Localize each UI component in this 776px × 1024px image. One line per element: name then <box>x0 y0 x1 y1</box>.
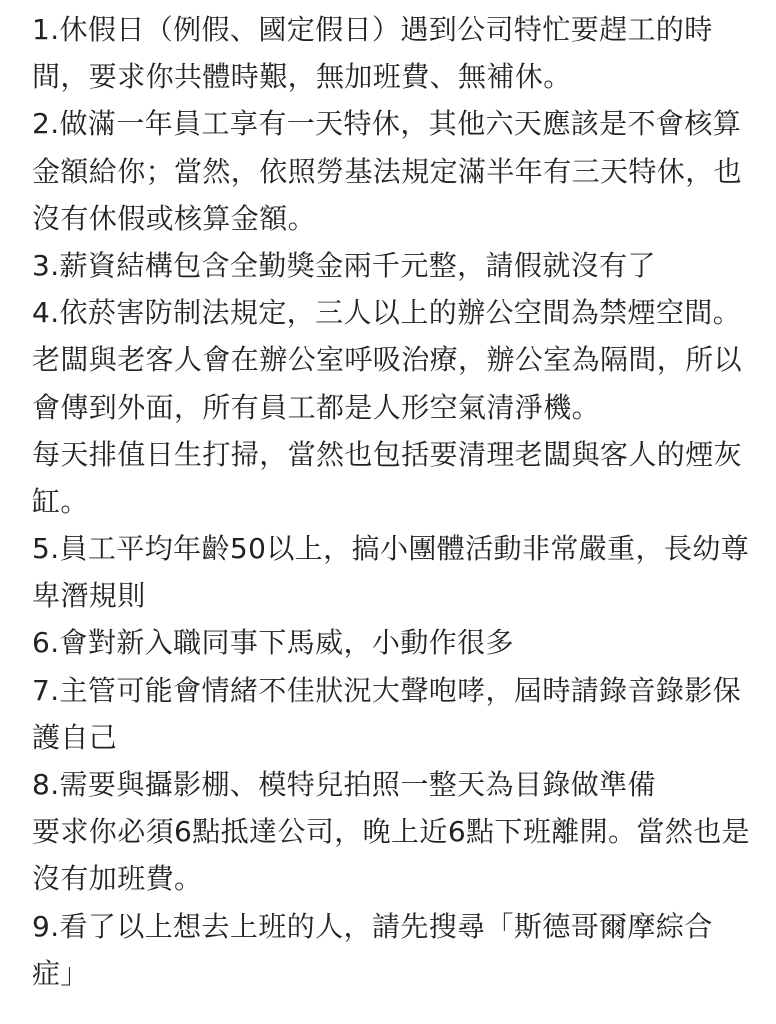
text-line: 2.做滿一年員工享有一天特休，其他六天應該是不會核算 <box>32 107 742 141</box>
text-line: 間，要求你共體時艱，無加班費、無補休。 <box>32 60 572 94</box>
text-line: 8.需要與攝影棚、模特兒拍照一整天為目錄做準備 <box>32 768 656 801</box>
text-line: 6.會對新入職同事下馬威，小動作很多 <box>32 626 514 660</box>
text-line: 5.員工平均年齡50以上，搞小團體活動非常嚴重，長幼尊 <box>32 532 750 566</box>
text-line: 3.薪資結構包含全勤獎金兩千元整，請假就沒有了 <box>32 248 656 282</box>
text-line: 每天排值日生打掃，當然也包括要清理老闆與客人的煙灰 <box>32 437 743 471</box>
text-line: 1.休假日（例假、國定假日）遇到公司特忙要趕工的時 <box>32 13 713 46</box>
text-line: 金額給你；當然，依照勞基法規定滿半年有三天特休，也 <box>32 154 743 188</box>
text-line: 沒有加班費。 <box>32 862 203 896</box>
text-line: 缸。 <box>32 484 89 518</box>
text-line: 要求你必須6點抵達公司，晚上近6點下班離開。當然也是 <box>32 815 751 849</box>
text-line: 症」 <box>32 956 89 990</box>
text-line: 會傳到外面，所有員工都是人形空氣清淨機。 <box>32 390 601 424</box>
text-line: 4.依菸害防制法規定，三人以上的辦公空間為禁煙空間。 <box>32 296 742 330</box>
text-line: 7.主管可能會情緒不佳狀況大聲咆哮，屆時請錄音錄影保 <box>32 673 742 707</box>
document-body <box>32 6 762 997</box>
text-line: 沒有休假或核算金額。 <box>32 201 317 235</box>
text-line: 卑潛規則 <box>32 579 146 613</box>
text-line: 護自己 <box>32 720 118 754</box>
text-line: 9.看了以上想去上班的人，請先搜尋「斯德哥爾摩綜合 <box>32 909 713 943</box>
text-line: 老闆與老客人會在辦公室呼吸治療，辦公室為隔間，所以 <box>32 343 743 377</box>
